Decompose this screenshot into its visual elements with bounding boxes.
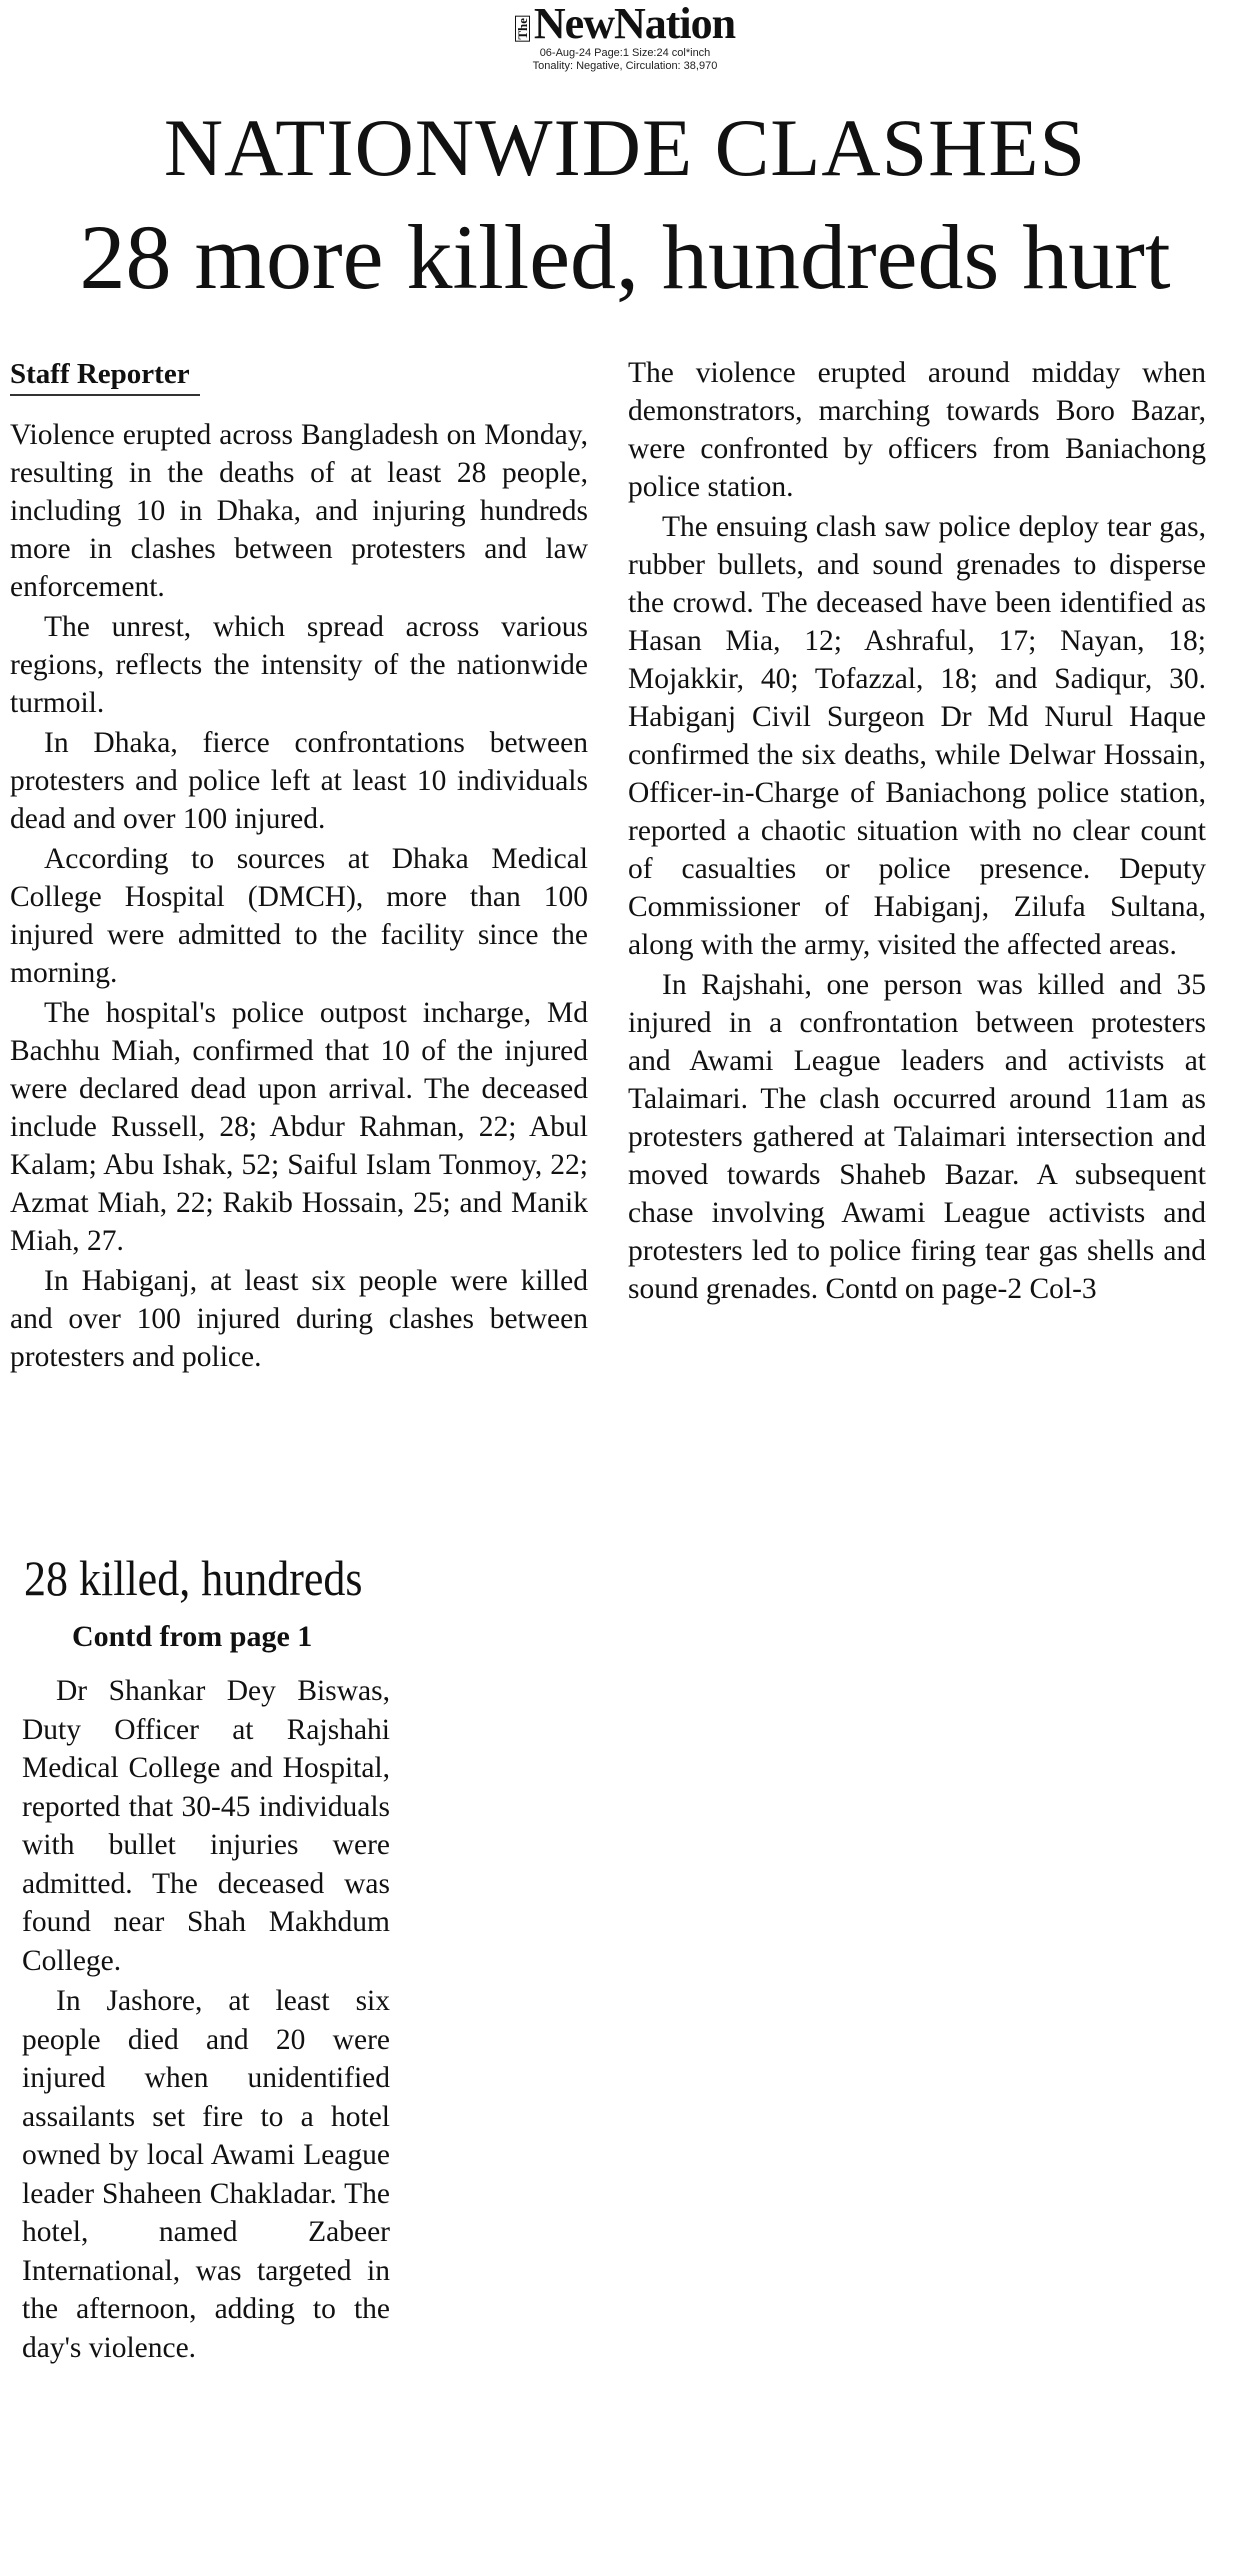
continuation-headline: 28 killed, hundreds bbox=[24, 1550, 363, 1606]
paragraph: According to sources at Dhaka Medical College Hospital (DMCH), more than 100 injured were admitted to the facility since the morning. bbox=[10, 843, 588, 989]
paragraph: The violence erupted around midday when demonstrators, marching towards Boro Bazar, were confronted by officers from Baniachong police station. bbox=[628, 357, 1206, 503]
paragraph: Violence erupted across Bangladesh on Monday, resulting in the deaths of at least 28 people, including 10 in Dhaka, and injuring hundreds more in clashes between protesters and law enforcement. bbox=[10, 419, 588, 603]
clipping-meta-line-2: Tonality: Negative, Circulation: 38,970 bbox=[532, 60, 718, 72]
paragraph: In Dhaka, fierce confrontations between protesters and police left at least 10 individuals dead and over 100 injured. bbox=[10, 727, 588, 835]
masthead bbox=[0, 0, 1250, 73]
logo-name: NewNation bbox=[533, 0, 736, 48]
paragraph: The ensuing clash saw police deploy tear gas, rubber bullets, and sound grenades to disperse the crowd. The deceased have been identified as Hasan Mia, 12; Ashraful, 17; Nayan, 18; Mojakkir, 40; Tofazzal, 18; and Sadiqur, 30. Habiganj Civil Surgeon Dr Md Nurul Haque confirmed the six deaths, while Delwar Hossain, Officer-in-Charge of Baniachong police station, reported a chaotic situation with no clear count of casualties or police presence. Deputy Commissioner of Habiganj, Zilufa Sultana, along with the army, visited the affected areas. bbox=[628, 511, 1206, 961]
paragraph: In Jashore, at least six people died and 20 were injured when unidentified assailants set fire to a hotel owned by local Awami League leader Shaheen Chakladar. The hotel, named Zabeer International, was targeted in the afternoon, adding to the day's violence. bbox=[22, 1985, 390, 2364]
paragraph: The unrest, which spread across various regions, reflects the intensity of the nationwide turmoil. bbox=[10, 611, 588, 719]
byline: Staff Reporter bbox=[10, 354, 200, 396]
article-column-2 bbox=[628, 354, 1206, 1310]
article-column-1 bbox=[10, 416, 588, 1524]
headline-main: 28 more killed, hundreds hurt bbox=[79, 206, 1171, 308]
newspaper-logo bbox=[514, 0, 736, 48]
paragraph: The hospital's police outpost incharge, Md Bachhu Miah, confirmed that 10 of the injured were declared dead upon arrival. The deceased include Russell, 28; Abdur Rahman, 22; Abul Kalam; Abu Ishak, 52; Saiful Islam Tonmoy, 22; Azmat Miah, 22; Rakib Hossain, 25; and Manik Miah, 27. bbox=[10, 997, 588, 1257]
logo-prefix: The bbox=[514, 18, 530, 40]
paragraph: Dr Shankar Dey Biswas, Duty Officer at Rajshahi Medical College and Hospital, reported that 30-45 individuals with bullet injuries were admitted. The deceased was found near Shah Makhdum College. bbox=[22, 1675, 390, 1977]
continuation-column bbox=[22, 1672, 390, 2369]
continuation-from-label: Contd from page 1 bbox=[72, 1620, 313, 1653]
headline-kicker: NATIONWIDE CLASHES bbox=[163, 102, 1087, 193]
paragraph: In Rajshahi, one person was killed and 35 injured in a confrontation between protesters and Awami League leaders and activists at Talaimari. The clash occurred around 11am as protesters gathered at Talaimari intersection and moved towards Shaheb Bazar. A subsequent chase involving Awami League activists and protesters led to police firing tear gas shells and sound grenades. Contd on page-2 Col-3 bbox=[628, 969, 1206, 1305]
clipping-meta-line-1: 06-Aug-24 Page:1 Size:24 col*inch bbox=[539, 47, 711, 59]
paragraph: In Habiganj, at least six people were killed and over 100 injured during clashes between protesters and police. bbox=[10, 1265, 588, 1373]
